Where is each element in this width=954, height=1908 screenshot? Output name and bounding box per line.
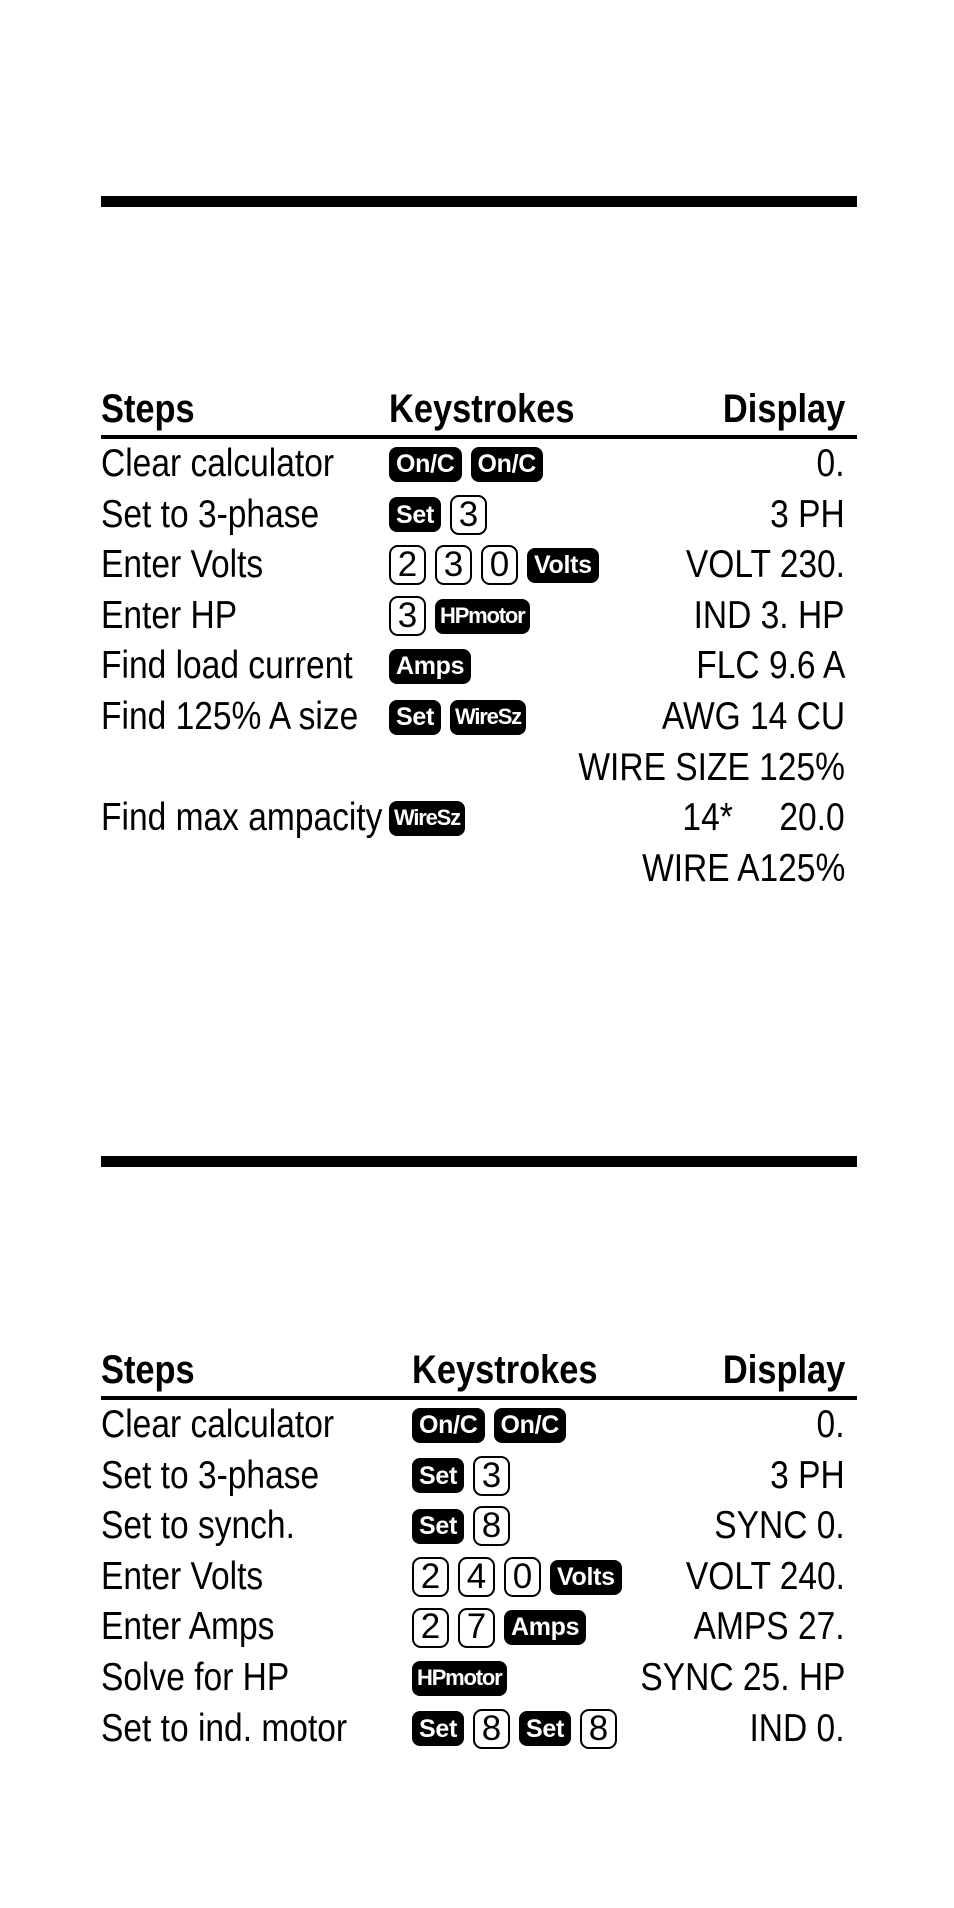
table-row: [101, 439, 857, 490]
keystroke-sequence: [412, 1400, 566, 1451]
display-value: 3 PH: [770, 1453, 845, 1497]
top-rule-1: [101, 196, 857, 207]
table-row: [101, 1451, 857, 1502]
display-value: 3 PH: [770, 492, 845, 536]
key-7: 7: [458, 1608, 495, 1648]
keystroke-sequence: [389, 490, 487, 541]
display-value: AWG 14 CU: [661, 694, 845, 738]
table-header: [101, 1345, 857, 1400]
header-steps: Steps: [101, 1348, 195, 1392]
table-body: [101, 1400, 857, 1754]
table-row: [101, 1602, 857, 1653]
display-value: VOLT 240.: [685, 1554, 845, 1598]
key-volts: Volts: [550, 1560, 622, 1595]
key-amps: Amps: [504, 1610, 586, 1645]
step-label: Set to synch.: [101, 1504, 295, 1548]
keystroke-sequence: [412, 1653, 507, 1704]
step-label: Find 125% A size: [101, 694, 359, 738]
keystroke-sequence: [389, 591, 530, 642]
table-header: [101, 384, 857, 439]
key-3: 3: [389, 596, 426, 636]
display-value: 0.: [817, 442, 845, 485]
header-keystrokes: Keystrokes: [389, 387, 575, 431]
key-on-c: On/C: [389, 447, 462, 482]
top-rule-2: [101, 1156, 857, 1167]
step-label: Set to 3-phase: [101, 492, 320, 536]
key-set: Set: [389, 497, 441, 532]
header-keystrokes: Keystrokes: [412, 1348, 598, 1392]
table-row: [101, 1704, 857, 1755]
step-label: Find max ampacity: [101, 796, 383, 840]
header-steps: Steps: [101, 387, 195, 431]
display-value: AMPS 27.: [694, 1605, 845, 1649]
table-row: [101, 591, 857, 642]
table-row: [101, 743, 857, 794]
table-row: [101, 1400, 857, 1451]
keystroke-table-2: [101, 1345, 857, 1754]
step-label: Solve for HP: [101, 1655, 290, 1699]
key-on-c: On/C: [412, 1408, 485, 1443]
key-2: 2: [412, 1557, 449, 1597]
keystroke-sequence: [412, 1704, 617, 1755]
table-row: [101, 1552, 857, 1603]
display-value: VOLT 230.: [685, 543, 845, 587]
key-wiresz: WireSz: [389, 801, 465, 836]
keystroke-sequence: [389, 540, 599, 591]
step-label: Find load current: [101, 644, 353, 688]
key-0: 0: [504, 1557, 541, 1597]
key-wiresz: WireSz: [450, 700, 526, 735]
display-value: SYNC 0.: [714, 1504, 845, 1548]
step-label: Enter Amps: [101, 1605, 275, 1649]
keystroke-table-1: [101, 384, 857, 894]
table-row: [101, 540, 857, 591]
key-set: Set: [412, 1711, 464, 1746]
keystroke-sequence: [412, 1501, 510, 1552]
keystroke-sequence: [412, 1552, 622, 1603]
key-on-c: On/C: [471, 447, 544, 482]
step-label: Set to 3-phase: [101, 1453, 320, 1497]
key-volts: Volts: [527, 548, 599, 583]
key-4: 4: [458, 1557, 495, 1597]
display-value: 14* 20.0: [682, 796, 845, 840]
key-set: Set: [412, 1458, 464, 1493]
step-label: Enter Volts: [101, 1554, 264, 1598]
table-row: [101, 844, 857, 895]
keystroke-sequence: [389, 641, 471, 692]
key-hpmotor: HPmotor: [435, 599, 530, 634]
keystroke-sequence: [389, 439, 543, 490]
keystroke-sequence: [412, 1602, 586, 1653]
key-8: 8: [473, 1506, 510, 1546]
key-3: 3: [450, 495, 487, 535]
step-label: Set to ind. motor: [101, 1706, 348, 1750]
key-set: Set: [519, 1711, 571, 1746]
key-on-c: On/C: [494, 1408, 567, 1443]
display-value: IND 0.: [749, 1706, 845, 1750]
display-value: WIRE A125%: [641, 846, 845, 890]
step-label: Clear calculator: [101, 1403, 335, 1446]
key-amps: Amps: [389, 649, 471, 684]
keystroke-sequence: [389, 692, 526, 743]
display-value: 0.: [817, 1403, 845, 1446]
display-value: SYNC 25. HP: [639, 1655, 845, 1699]
step-label: Clear calculator: [101, 442, 335, 485]
table-row: [101, 692, 857, 743]
key-0: 0: [481, 545, 518, 585]
key-set: Set: [412, 1509, 464, 1544]
key-8: 8: [580, 1709, 617, 1749]
table-row: [101, 641, 857, 692]
display-value: IND 3. HP: [694, 593, 845, 637]
key-3: 3: [435, 545, 472, 585]
step-label: Enter Volts: [101, 543, 264, 587]
display-value: FLC 9.6 A: [695, 644, 845, 688]
step-label: Enter HP: [101, 593, 238, 637]
header-display: Display: [722, 387, 845, 431]
keystroke-sequence: [412, 1451, 510, 1502]
key-set: Set: [389, 700, 441, 735]
key-3: 3: [473, 1456, 510, 1496]
header-display: Display: [722, 1348, 845, 1392]
key-8: 8: [473, 1709, 510, 1749]
table-row: [101, 1501, 857, 1552]
table-row: [101, 793, 857, 844]
display-value: WIRE SIZE 125%: [578, 745, 845, 789]
table-body: [101, 439, 857, 894]
key-hpmotor: HPmotor: [412, 1661, 507, 1696]
key-2: 2: [389, 545, 426, 585]
table-row: [101, 490, 857, 541]
key-2: 2: [412, 1608, 449, 1648]
keystroke-sequence: [389, 793, 465, 844]
table-row: [101, 1653, 857, 1704]
